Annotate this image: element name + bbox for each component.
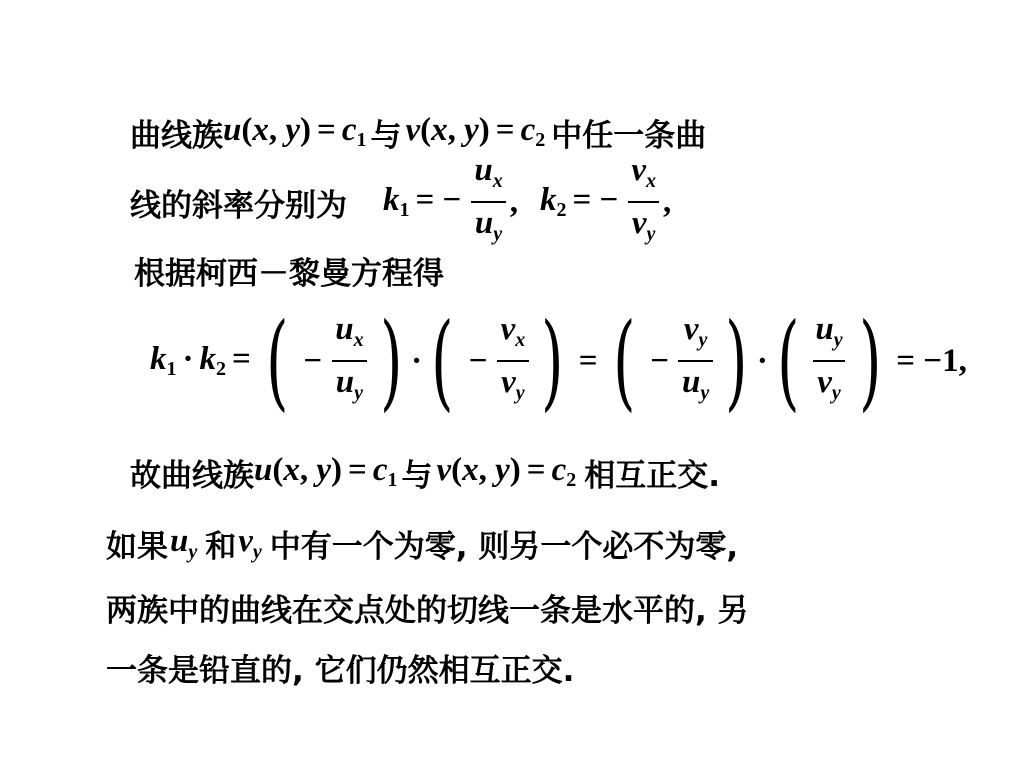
- fraction-ux-uy-2: $\frac{u_x}{u_y}$: [331, 311, 367, 411]
- fraction-vy-uy: $\frac{v_y}{u_y}$: [678, 311, 713, 411]
- text-any-curve: 中任一条曲: [551, 117, 707, 154]
- line-8: 一条是铅直的, 它们仍然相互正交.: [106, 652, 575, 689]
- text-and: 与: [370, 117, 402, 154]
- fraction-vx-vy-2: $\frac{v_x}{v_y}$: [497, 311, 530, 411]
- line-2: 线的斜率分别为 $k_1$ = − $\frac{u_x}{u_y}$ , $k_2$ = − $\frac{v_x}{v_y}$ ,: [130, 152, 671, 252]
- product-k1-k2: $k_1 \cdot k_2$ =: [150, 341, 251, 380]
- fraction-ux-uy: $\frac{u_x}{u_y}$: [470, 152, 506, 252]
- line-5: 故曲线族 u(x, $y) = c_1$ 与 v(x, $y) = c_2$ 相互正交.: [130, 450, 720, 494]
- result-minus-one: = −1,: [896, 342, 967, 379]
- line-4-equation: $k_1 \cdot k_2$ = ( − $\frac{u_x}{u_y}$ ) · ( − $\frac{v_x}{v_y}$ ) = ( − $\frac{v_y}{u_y}$ ) · ( $\frac{u_y}{v_y}$ ) = −1,: [150, 300, 967, 422]
- line-3: [134, 248, 444, 292]
- slope-k2: $k_2$ = −: [539, 182, 619, 221]
- line-1: [130, 110, 706, 154]
- line-7: 两族中的曲线在交点处的切线一条是水平的, 另: [106, 592, 749, 629]
- fraction-vx-vy: $\frac{v_x}{v_y}$: [627, 152, 660, 252]
- text-therefore: 故曲线族: [130, 457, 254, 494]
- text-curve-family: 曲线族: [130, 117, 223, 154]
- text-cauchy-riemann: 根据柯西－黎曼方程得: [134, 255, 444, 292]
- line-6: 如果 $u_y$ 和 $v_y$ 中有一个为零, 则另一个必不为零,: [106, 522, 739, 565]
- text-orthogonal: 相互正交.: [584, 457, 721, 494]
- slope-k1: $k_1$ = −: [383, 182, 462, 221]
- text-slopes: 线的斜率分别为: [130, 187, 347, 224]
- equation-v: v(x, $y) = c_2$: [405, 112, 546, 151]
- equation-u: u(x, $y) = c_1$: [223, 112, 367, 151]
- fraction-uy-vy: $\frac{u_y}{v_y}$: [811, 311, 846, 411]
